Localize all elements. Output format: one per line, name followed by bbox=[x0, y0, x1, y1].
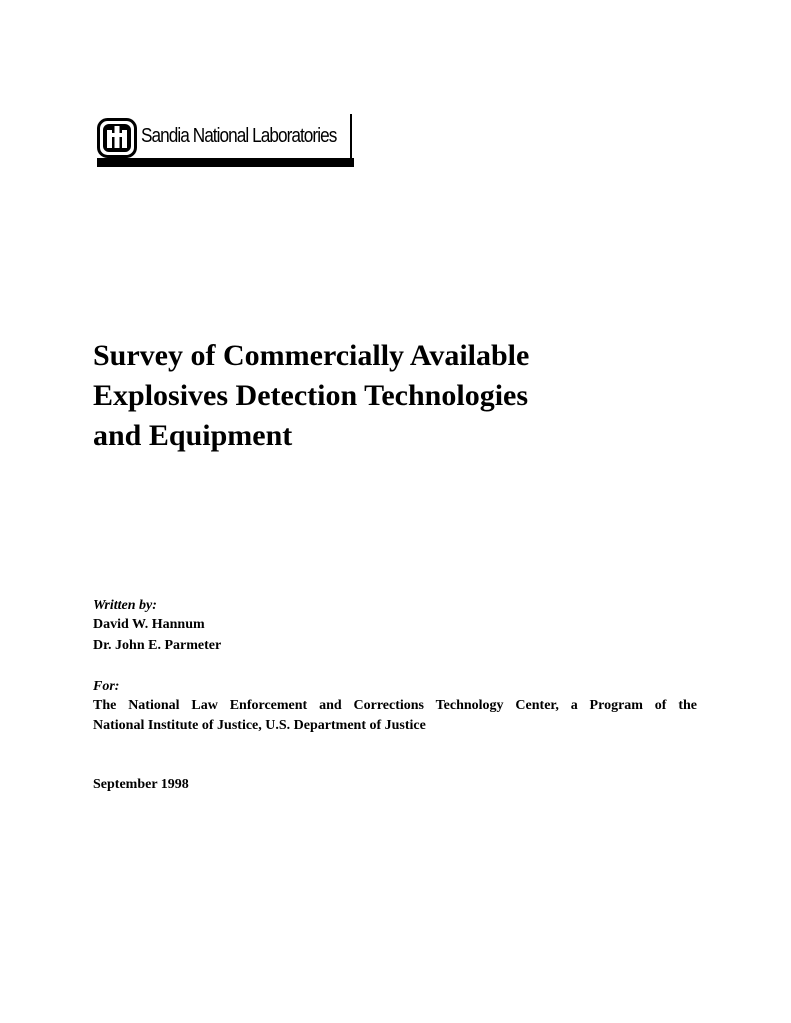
logo-underbar bbox=[97, 158, 354, 167]
author-name: David W. Hannum bbox=[93, 617, 205, 632]
sandia-logo bbox=[97, 114, 355, 168]
logo-divider bbox=[350, 114, 352, 158]
sandia-thunderbird-icon bbox=[97, 118, 137, 158]
sponsor-line: National Institute of Justice, U.S. Department of Justice bbox=[93, 718, 426, 733]
title-line: Explosives Detection Technologies bbox=[93, 379, 529, 412]
author-name: Dr. John E. Parmeter bbox=[93, 638, 222, 653]
written-by-label: Written by: bbox=[93, 598, 157, 613]
document-title bbox=[93, 336, 529, 456]
sponsor-text bbox=[93, 696, 697, 736]
logo-text: Sandia National Laboratories bbox=[141, 125, 337, 147]
title-line: Survey of Commercially Available bbox=[93, 339, 530, 372]
title-line: and Equipment bbox=[93, 419, 293, 452]
for-label: For: bbox=[93, 679, 120, 694]
publication-date: September 1998 bbox=[93, 777, 189, 792]
sponsor-line: The National Law Enforcement and Corrections Technology Center, a Program of the bbox=[93, 698, 697, 713]
